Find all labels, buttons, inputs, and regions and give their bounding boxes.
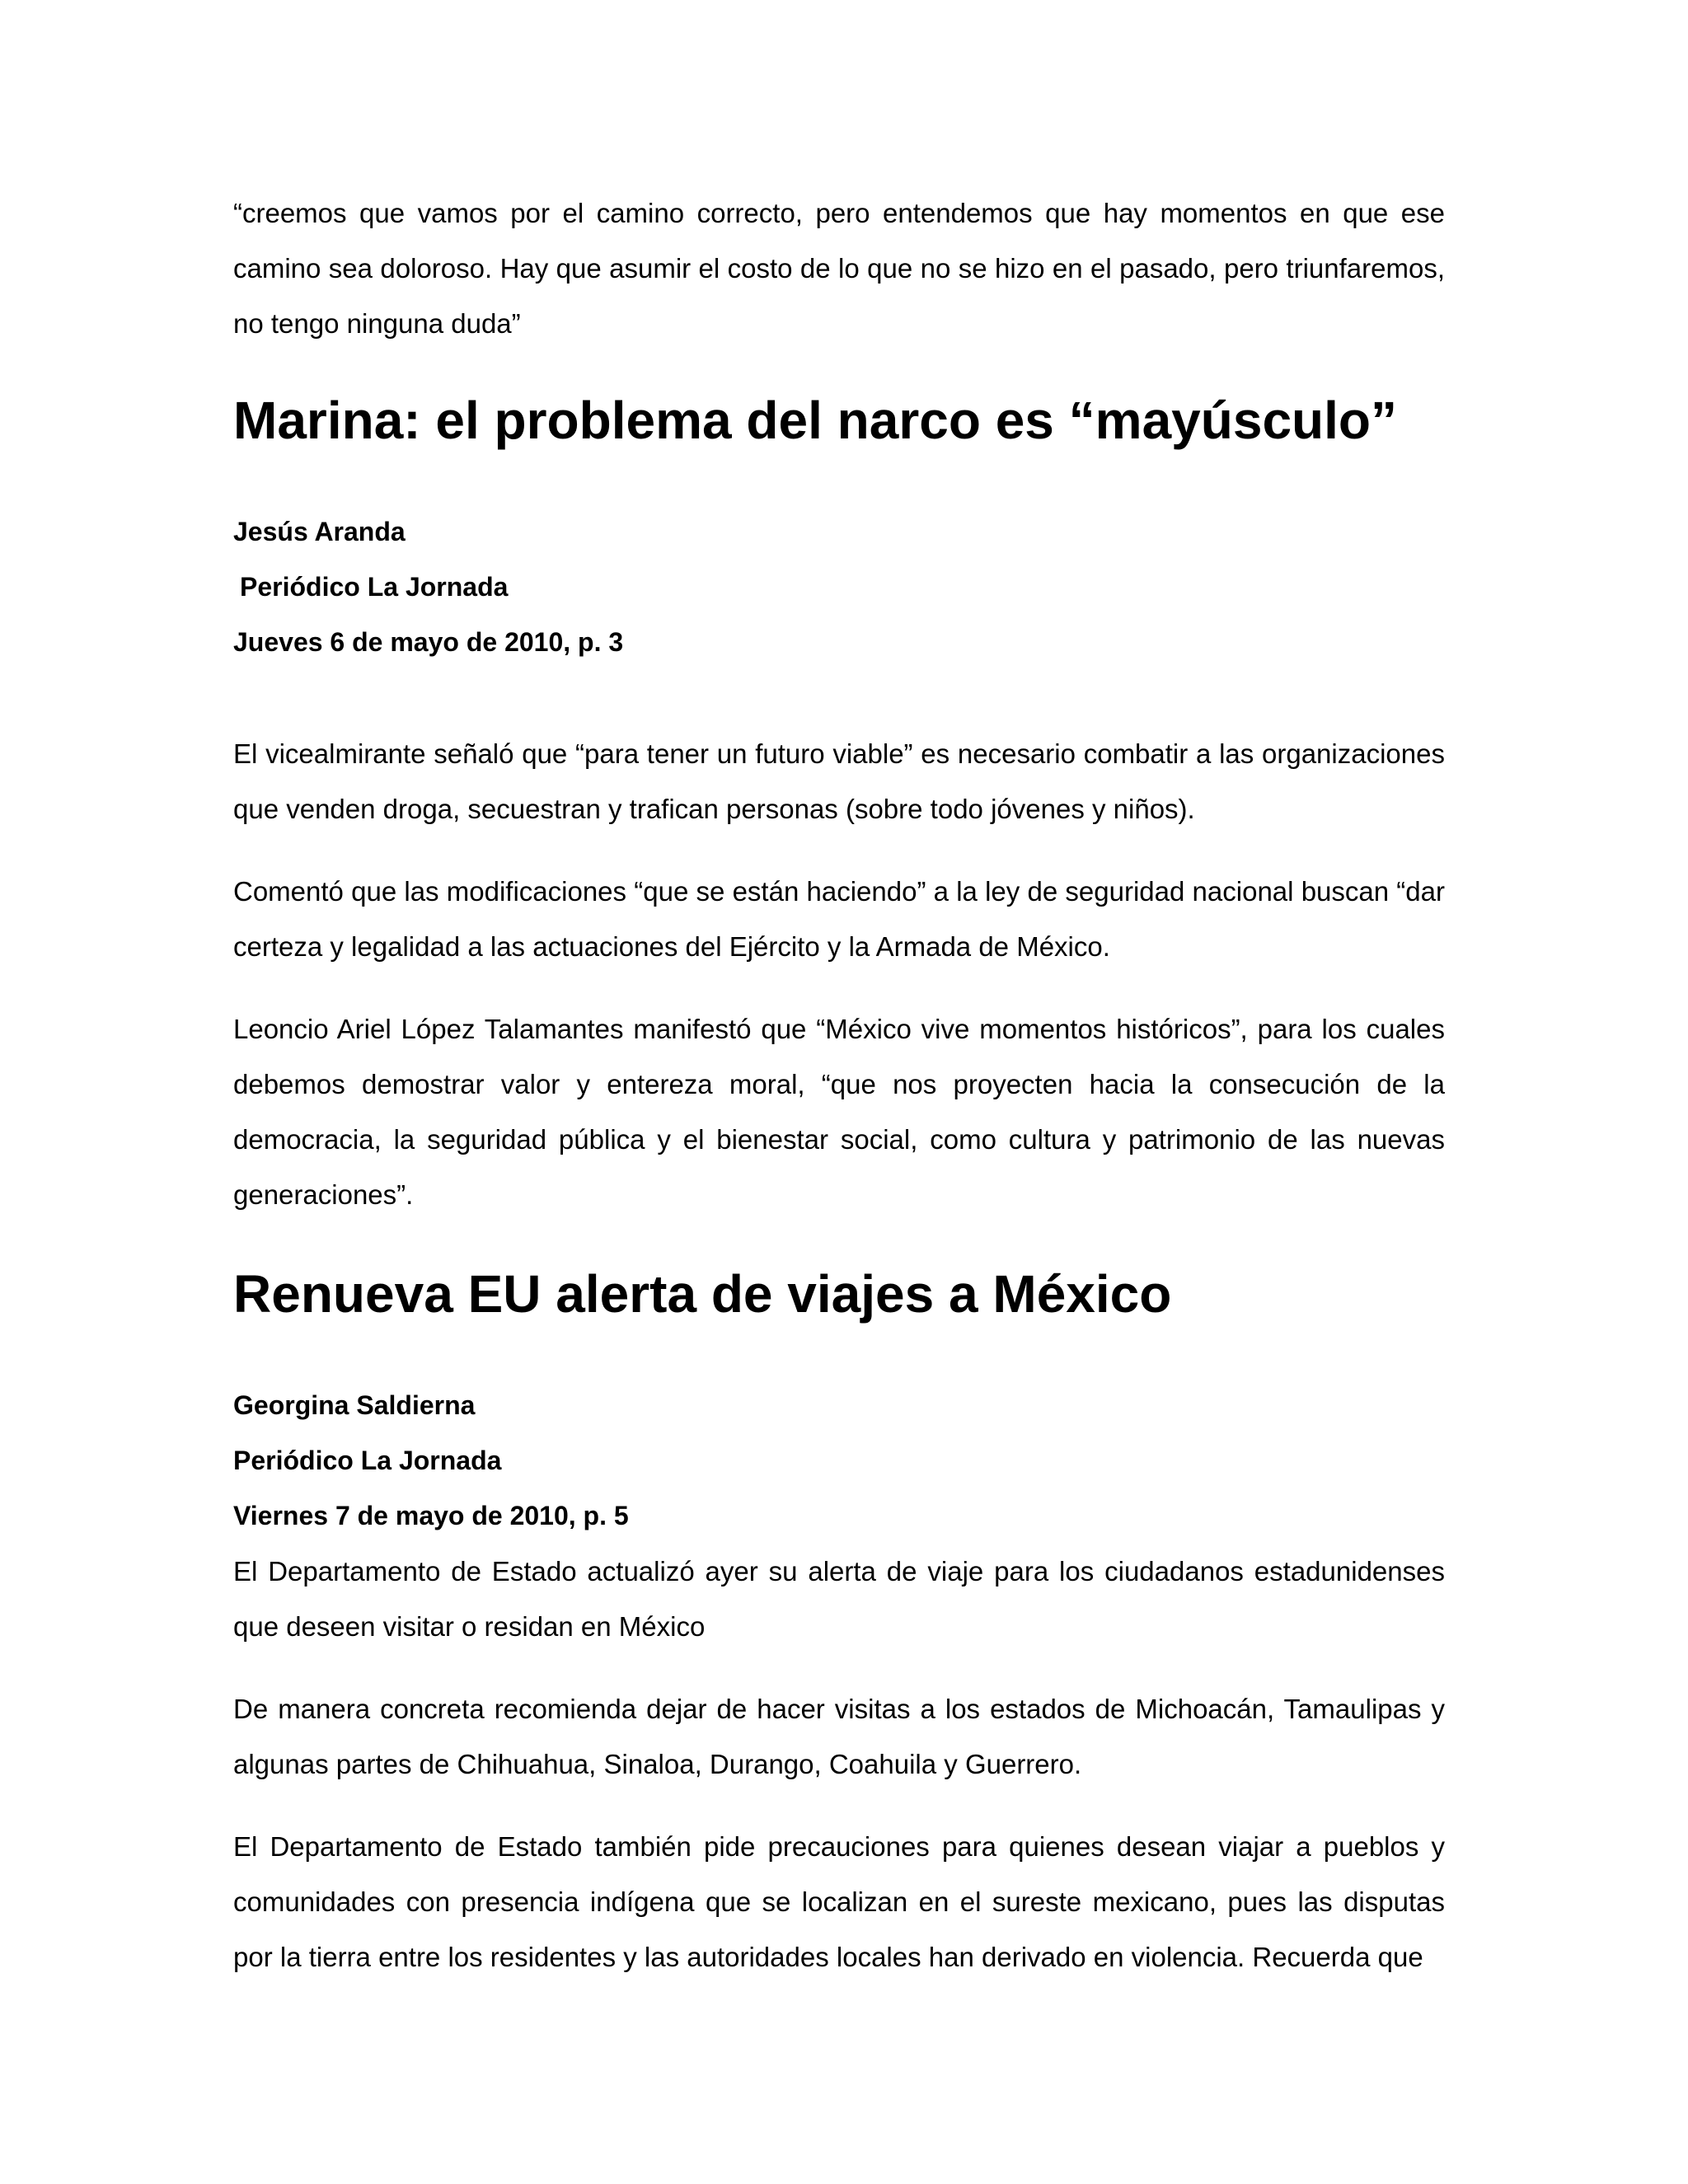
article-paragraph: El Departamento de Estado también pide precauciones para quienes desean viajar a pueblos y comunidades con presencia indígena que se localizan en el sureste mexicano, pues las disputas por la tierra entre los residentes y las autoridades locales han derivado en violencia. Recuerda que	[233, 1831, 1445, 1972]
article-date: Jueves 6 de mayo de 2010, p. 3	[233, 627, 624, 657]
article-author: Georgina Saldierna	[233, 1390, 476, 1420]
article-date: Viernes 7 de mayo de 2010, p. 5	[233, 1501, 629, 1530]
article-publication: Periódico La Jornada	[233, 1446, 502, 1475]
article-author: Jesús Aranda	[233, 517, 406, 546]
article-paragraph: El Departamento de Estado actualizó ayer su alerta de viaje para los ciudadanos estadunidenses que deseen visitar o residan en México	[233, 1556, 1445, 1642]
article-title: Marina: el problema del narco es “mayúsculo”	[233, 391, 1397, 450]
article-publication: Periódico La Jornada	[240, 572, 509, 602]
article-paragraph: De manera concreta recomienda dejar de hacer visitas a los estados de Michoacán, Tamaulipas y algunas partes de Chihuahua, Sinaloa, Durango, Coahuila y Guerrero.	[233, 1694, 1445, 1779]
article-paragraph: Comentó que las modificaciones “que se están haciendo” a la ley de seguridad nacional buscan “dar certeza y legalidad a las actuaciones del Ejército y la Armada de México.	[233, 876, 1445, 962]
article-paragraph: Leoncio Ariel López Talamantes manifestó que “México vive momentos históricos”, para los cuales debemos demostrar valor y entereza moral, “que nos proyecten hacia la consecución de la democracia, la seguridad pública y el bienestar social, como cultura y patrimonio de las nuevas generaciones”.	[233, 1014, 1445, 1210]
document-page	[233, 0, 1445, 2184]
article-title: Renueva EU alerta de viajes a México	[233, 1264, 1172, 1324]
article-paragraph: El vicealmirante señaló que “para tener un futuro viable” es necesario combatir a las organizaciones que venden droga, secuestran y trafican personas (sobre todo jóvenes y niños).	[233, 738, 1445, 824]
intro-quote-paragraph: “creemos que vamos por el camino correcto, pero entendemos que hay momentos en que ese camino sea doloroso. Hay que asumir el costo de lo que no se hizo en el pasado, pero triunfaremos, no tengo ninguna duda”	[233, 198, 1445, 339]
